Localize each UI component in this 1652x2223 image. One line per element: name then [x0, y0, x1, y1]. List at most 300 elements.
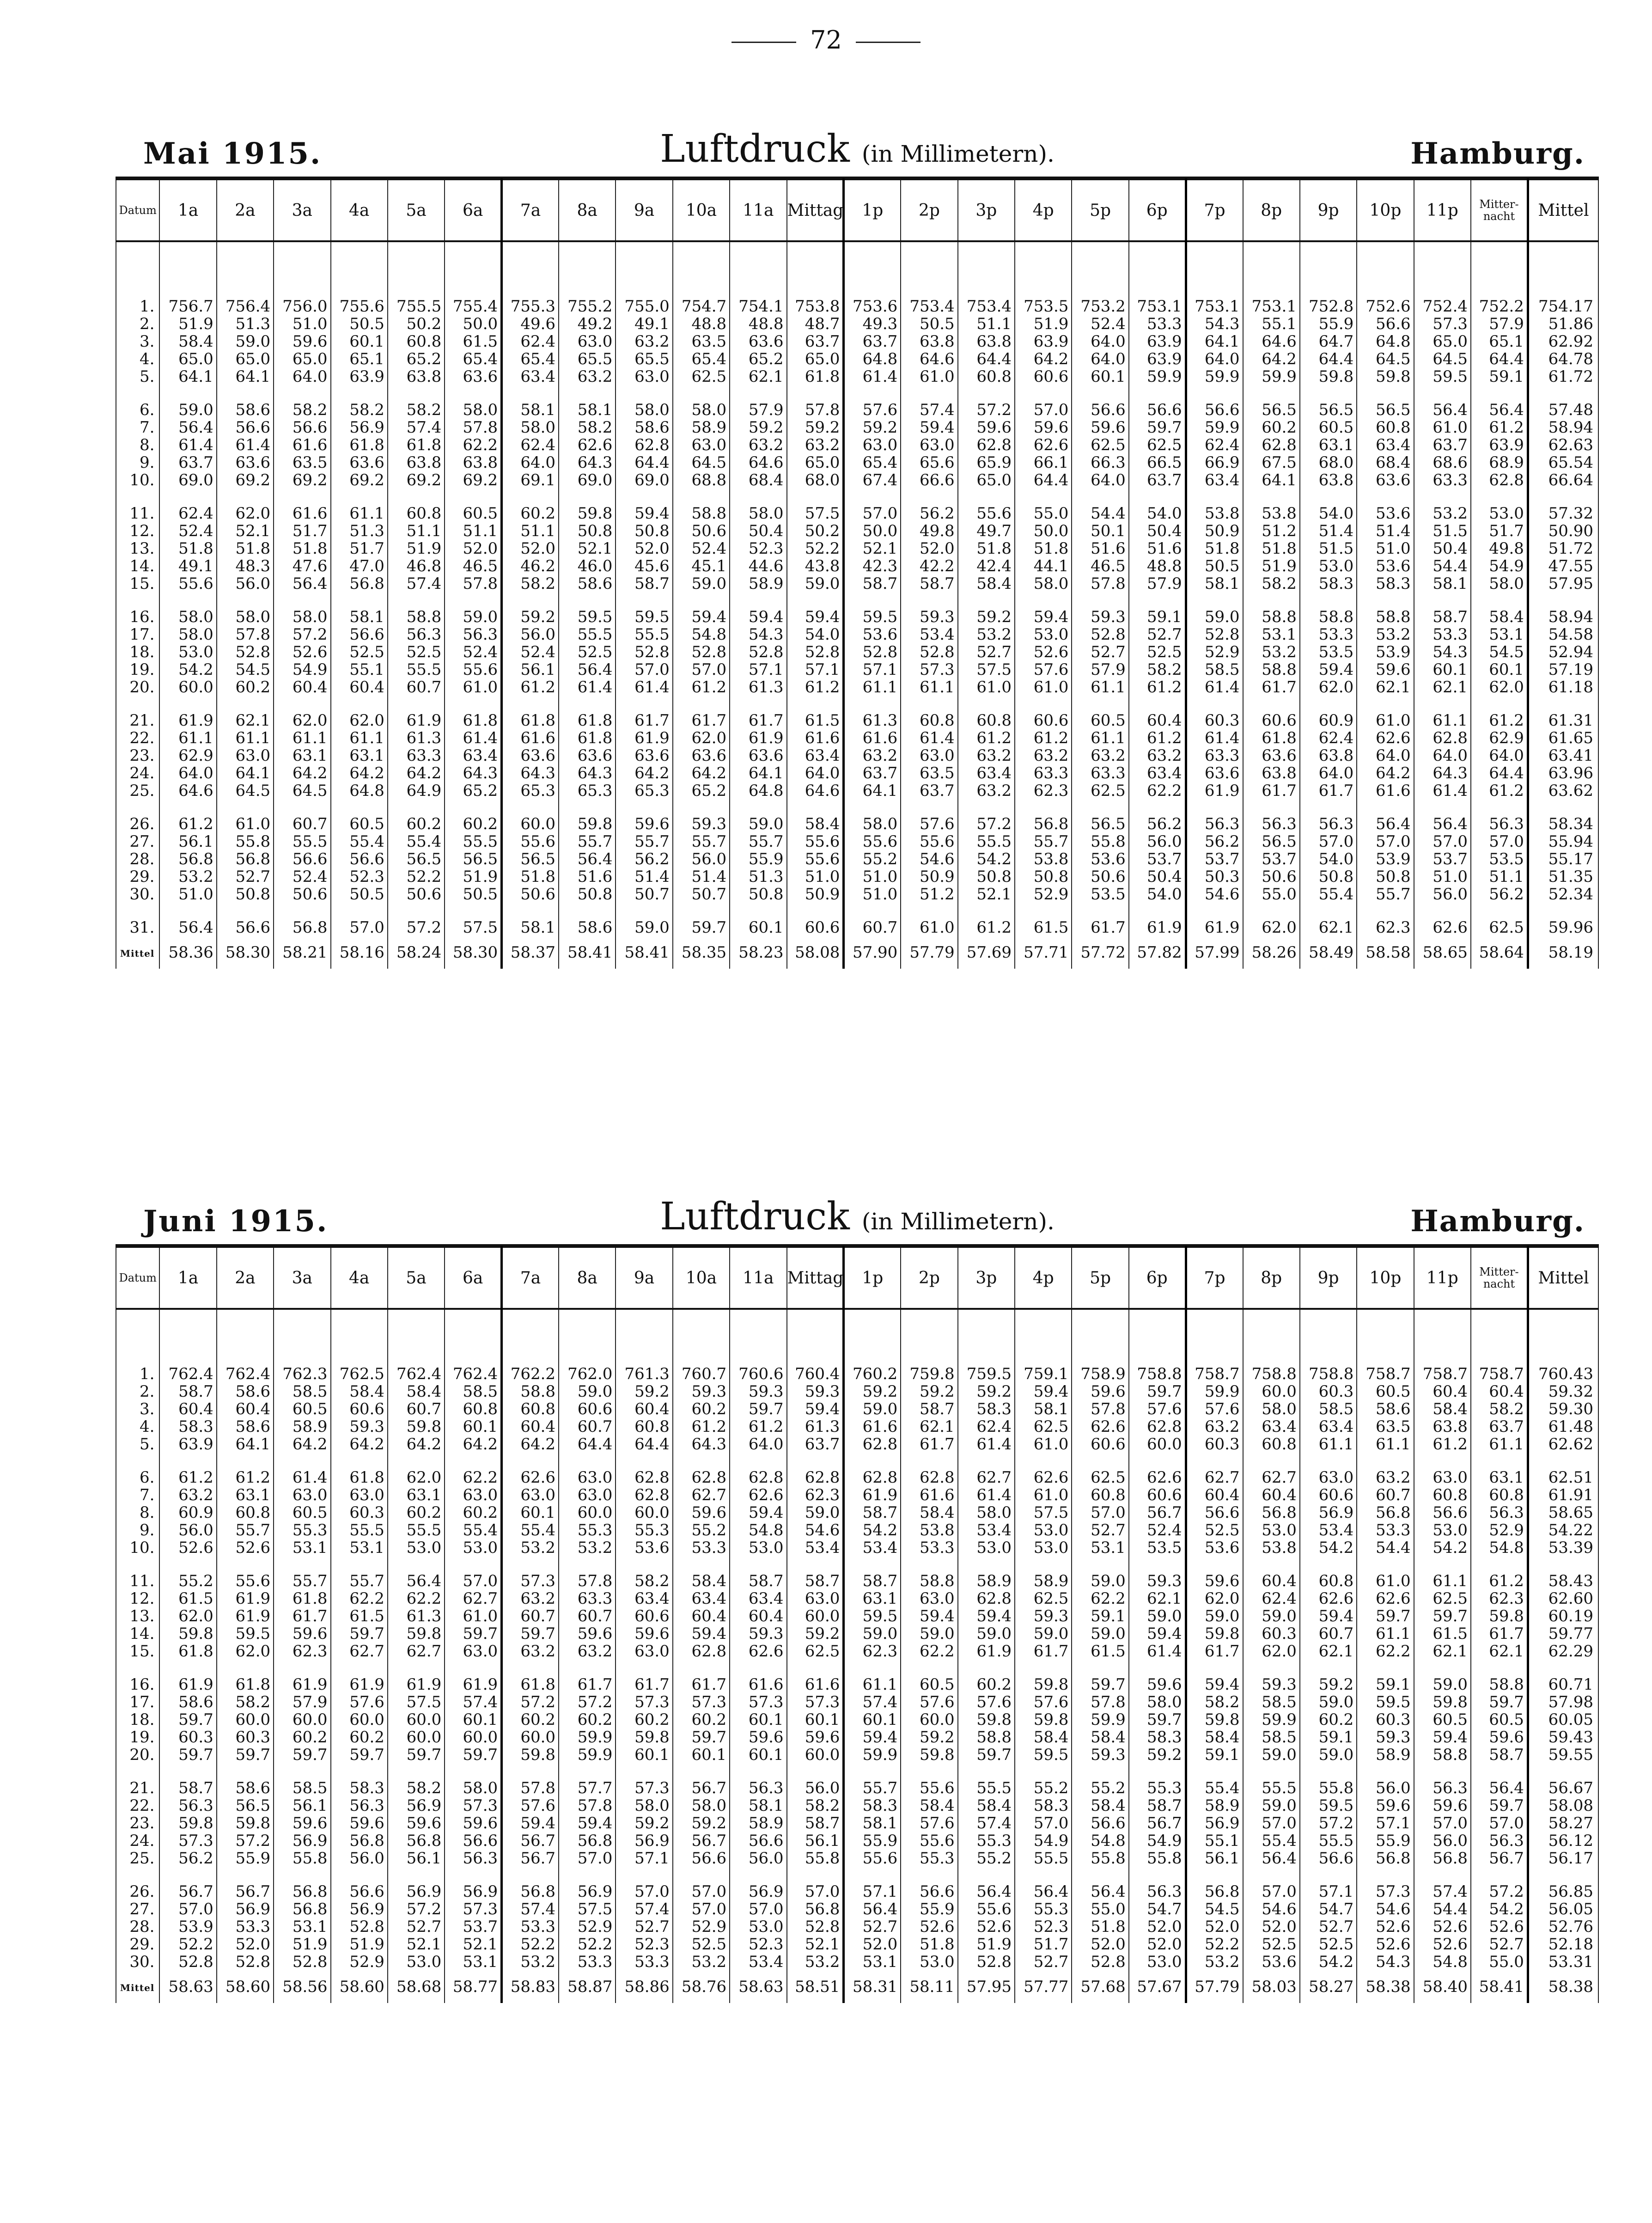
column-header: 10a: [673, 179, 730, 241]
pressure-cell: 62.3: [1015, 782, 1072, 800]
pressure-cell: 56.5: [1300, 401, 1357, 419]
pressure-cell: 65.0: [217, 350, 274, 368]
pressure-cell: 52.0: [1243, 1918, 1300, 1936]
hourly-mean-cell: 58.40: [1414, 1971, 1471, 2003]
pressure-cell: 59.7: [331, 1625, 388, 1643]
pressure-cell: 59.6: [388, 1814, 445, 1832]
pressure-cell: 58.1: [331, 608, 388, 626]
pressure-cell: 55.6: [901, 833, 957, 850]
daily-mean-cell: 59.55: [1528, 1746, 1598, 1764]
pressure-cell: 57.2: [1300, 1814, 1357, 1832]
pressure-cell: 59.9: [1186, 1383, 1243, 1400]
pressure-cell: 52.1: [445, 1936, 501, 1953]
pressure-cell: 59.7: [1414, 1607, 1471, 1625]
pressure-cell: 52.7: [1015, 1953, 1072, 1971]
pressure-cell: 63.7: [1471, 1418, 1528, 1435]
pressure-cell: 64.9: [388, 782, 445, 800]
pressure-cell: 60.0: [787, 1607, 844, 1625]
pressure-cell: 57.2: [958, 401, 1015, 419]
pressure-cell: 59.3: [331, 1418, 388, 1435]
pressure-cell: 59.6: [331, 1814, 388, 1832]
pressure-cell: 57.6: [1015, 661, 1072, 678]
pressure-cell: 55.8: [217, 833, 274, 850]
pressure-cell: 64.4: [1300, 350, 1357, 368]
pressure-cell: 64.1: [1186, 333, 1243, 350]
column-header: 3p: [958, 1247, 1015, 1309]
pressure-cell: 50.8: [730, 886, 786, 903]
pressure-cell: 63.6: [1243, 747, 1300, 764]
pressure-cell: 59.3: [901, 608, 957, 626]
pressure-cell: 58.2: [787, 1797, 844, 1814]
daily-mean-cell: 61.91: [1528, 1486, 1598, 1504]
pressure-cell: 59.9: [559, 1728, 616, 1746]
pressure-cell: 63.7: [844, 333, 901, 350]
hourly-mean-cell: 57.72: [1072, 936, 1128, 969]
pressure-cell: 58.4: [787, 815, 844, 833]
daily-mean-cell: 66.64: [1528, 471, 1598, 489]
pressure-cell: 62.6: [502, 1469, 559, 1486]
pressure-cell: 58.3: [844, 1797, 901, 1814]
pressure-cell: 59.2: [958, 1383, 1015, 1400]
pressure-cell: 62.6: [1414, 919, 1471, 936]
pressure-cell: 58.5: [1186, 661, 1243, 678]
pressure-cell: 62.9: [1471, 729, 1528, 747]
pressure-cell: 59.0: [1129, 1607, 1186, 1625]
daily-mean-cell: 61.72: [1528, 368, 1598, 385]
pressure-cell: 53.2: [958, 626, 1015, 643]
pressure-cell: 55.3: [616, 1521, 672, 1539]
pressure-cell: 55.8: [1129, 1850, 1186, 1867]
column-header: 2p: [901, 1247, 957, 1309]
pressure-cell: 59.2: [616, 1814, 672, 1832]
pressure-cell: 45.6: [616, 557, 672, 575]
daily-mean-cell: 61.65: [1528, 729, 1598, 747]
pressure-cell: 59.0: [217, 333, 274, 350]
pressure-cell: 62.6: [1015, 436, 1072, 454]
pressure-cell: 62.0: [1243, 1643, 1300, 1660]
pressure-cell: 59.6: [1186, 1572, 1243, 1590]
pressure-cell: 60.8: [445, 1400, 501, 1418]
pressure-cell: 57.0: [616, 1883, 672, 1900]
pressure-cell: 758.7: [1471, 1365, 1528, 1383]
pressure-cell: 59.9: [1243, 1711, 1300, 1728]
hourly-mean-cell: 58.36: [159, 936, 216, 969]
pressure-cell: 55.9: [1300, 315, 1357, 333]
hourly-mean-cell: 58.77: [445, 1971, 501, 2003]
pressure-cell: 56.4: [1357, 815, 1414, 833]
pressure-cell: 61.0: [1015, 1435, 1072, 1453]
pressure-cell: 57.0: [673, 1883, 730, 1900]
pressure-cell: 58.0: [673, 401, 730, 419]
pressure-cell: 53.6: [1186, 1539, 1243, 1557]
table-row: [116, 471, 1598, 489]
date-cell: 9.: [116, 454, 159, 471]
pressure-cell: 55.2: [673, 1521, 730, 1539]
pressure-cell: 50.9: [1186, 522, 1243, 540]
pressure-cell: 59.8: [901, 1746, 957, 1764]
pressure-cell: 65.2: [673, 782, 730, 800]
pressure-cell: 60.8: [1072, 1486, 1128, 1504]
pressure-cell: 44.1: [1015, 557, 1072, 575]
pressure-cell: 52.0: [502, 540, 559, 557]
pressure-cell: 61.5: [787, 712, 844, 729]
pressure-cell: 59.3: [1129, 1572, 1186, 1590]
pressure-cell: 54.0: [1129, 886, 1186, 903]
pressure-cell: 59.0: [1243, 1797, 1300, 1814]
pressure-cell: 64.0: [1300, 764, 1357, 782]
daily-mean-cell: 61.18: [1528, 678, 1598, 696]
pressure-cell: 61.2: [159, 1469, 216, 1486]
pressure-cell: 53.1: [331, 1539, 388, 1557]
pressure-cell: 59.4: [1300, 661, 1357, 678]
pressure-cell: 60.5: [901, 1676, 957, 1693]
pressure-cell: 63.2: [1357, 1469, 1414, 1486]
pressure-cell: 60.5: [1072, 712, 1128, 729]
date-cell: 29.: [116, 1936, 159, 1953]
pressure-cell: 52.8: [217, 643, 274, 661]
pressure-cell: 63.6: [1357, 471, 1414, 489]
pressure-cell: 50.5: [331, 886, 388, 903]
pressure-cell: 53.6: [1357, 505, 1414, 522]
pressure-cell: 60.8: [1243, 1435, 1300, 1453]
table-row: [116, 747, 1598, 764]
pressure-cell: 64.2: [331, 1435, 388, 1453]
pressure-cell: 62.8: [673, 1643, 730, 1660]
pressure-cell: 52.8: [217, 1953, 274, 1971]
pressure-cell: 59.8: [559, 505, 616, 522]
pressure-cell: 61.9: [331, 1676, 388, 1693]
pressure-cell: 44.6: [730, 557, 786, 575]
pressure-cell: 53.2: [159, 868, 216, 886]
pressure-cell: 63.0: [217, 747, 274, 764]
pressure-cell: 55.6: [445, 661, 501, 678]
pressure-cell: 50.5: [445, 886, 501, 903]
spacer-row: [116, 696, 1598, 712]
section-header: [116, 1192, 1599, 1239]
pressure-cell: 56.9: [388, 1797, 445, 1814]
pressure-cell: 63.6: [616, 747, 672, 764]
pressure-cell: 60.0: [388, 1711, 445, 1728]
pressure-cell: 63.0: [559, 1486, 616, 1504]
pressure-cell: 60.0: [616, 1504, 672, 1521]
table-row: [116, 1676, 1598, 1693]
pressure-cell: 56.8: [1414, 1850, 1471, 1867]
pressure-cell: 56.7: [1471, 1850, 1528, 1867]
pressure-cell: 60.6: [1015, 712, 1072, 729]
pressure-cell: 61.1: [901, 678, 957, 696]
pressure-cell: 53.6: [1243, 1953, 1300, 1971]
pressure-cell: 58.7: [1471, 1746, 1528, 1764]
column-header: Mittel: [1528, 179, 1598, 241]
spacer-row: [116, 903, 1598, 919]
pressure-cell: 59.5: [1357, 1693, 1414, 1711]
pressure-cell: 61.5: [159, 1590, 216, 1607]
pressure-cell: 62.2: [1072, 1590, 1128, 1607]
table-row: [116, 1814, 1598, 1832]
pressure-cell: 59.5: [1300, 1797, 1357, 1814]
pressure-cell: 59.8: [388, 1418, 445, 1435]
pressure-cell: 60.2: [388, 815, 445, 833]
daily-mean-cell: 63.96: [1528, 764, 1598, 782]
pressure-cell: 59.3: [730, 1383, 786, 1400]
pressure-cell: 58.0: [217, 608, 274, 626]
pressure-cell: 55.5: [1300, 1832, 1357, 1850]
hourly-mean-cell: 58.19: [1528, 936, 1598, 969]
pressure-cell: 58.5: [445, 1383, 501, 1400]
date-cell: 1.: [116, 298, 159, 315]
pressure-cell: 56.4: [274, 575, 330, 592]
pressure-cell: 59.0: [1243, 1607, 1300, 1625]
pressure-cell: 57.4: [844, 1693, 901, 1711]
pressure-cell: 59.6: [274, 333, 330, 350]
pressure-cell: 59.0: [787, 1504, 844, 1521]
pressure-cell: 56.6: [217, 919, 274, 936]
pressure-cell: 56.6: [331, 626, 388, 643]
date-cell: 5.: [116, 368, 159, 385]
pressure-cell: 753.1: [1129, 298, 1186, 315]
pressure-cell: 51.7: [331, 540, 388, 557]
pressure-cell: 64.0: [1072, 333, 1128, 350]
pressure-cell: 58.1: [844, 1814, 901, 1832]
column-header: 2a: [217, 1247, 274, 1309]
pressure-cell: 61.6: [502, 729, 559, 747]
pressure-cell: 56.3: [1471, 1832, 1528, 1850]
pressure-cell: 55.7: [844, 1779, 901, 1797]
pressure-cell: 57.8: [445, 419, 501, 436]
pressure-cell: 62.6: [1357, 729, 1414, 747]
pressure-cell: 63.4: [502, 368, 559, 385]
hourly-mean-cell: 58.30: [217, 936, 274, 969]
pressure-cell: 63.4: [1129, 764, 1186, 782]
pressure-cell: 58.2: [502, 575, 559, 592]
pressure-cell: 48.8: [673, 315, 730, 333]
pressure-cell: 65.0: [787, 350, 844, 368]
pressure-cell: 61.1: [1471, 1435, 1528, 1453]
pressure-cell: 52.6: [1357, 1936, 1414, 1953]
date-cell: 15.: [116, 575, 159, 592]
column-header: 4a: [331, 179, 388, 241]
date-cell: 20.: [116, 1746, 159, 1764]
pressure-cell: 59.8: [502, 1746, 559, 1764]
date-cell: 11.: [116, 505, 159, 522]
pressure-cell: 57.0: [445, 1572, 501, 1590]
daily-mean-cell: 760.43: [1528, 1365, 1598, 1383]
table-row: [116, 1469, 1598, 1486]
pressure-cell: 758.8: [1129, 1365, 1186, 1383]
pressure-cell: 52.1: [958, 886, 1015, 903]
date-cell: 7.: [116, 419, 159, 436]
pressure-cell: 53.1: [274, 1918, 330, 1936]
pressure-cell: 59.7: [331, 1746, 388, 1764]
pressure-cell: 762.4: [159, 1365, 216, 1383]
pressure-cell: 62.7: [958, 1469, 1015, 1486]
page-number-dash-right: [856, 42, 920, 43]
column-header: 10p: [1357, 179, 1414, 241]
spacer-row: [116, 489, 1598, 505]
pressure-cell: 53.8: [1243, 505, 1300, 522]
pressure-cell: 59.6: [1072, 419, 1128, 436]
hourly-mean-cell: 57.68: [1072, 1971, 1128, 2003]
pressure-cell: 753.8: [787, 298, 844, 315]
pressure-cell: 50.1: [1072, 522, 1128, 540]
pressure-cell: 762.4: [445, 1365, 501, 1383]
pressure-cell: 55.5: [388, 661, 445, 678]
pressure-cell: 762.2: [502, 1365, 559, 1383]
pressure-cell: 59.9: [1129, 368, 1186, 385]
pressure-cell: 56.8: [331, 575, 388, 592]
pressure-cell: 57.2: [388, 1900, 445, 1918]
pressure-cell: 53.3: [1129, 315, 1186, 333]
pressure-cell: 62.0: [1186, 1590, 1243, 1607]
pressure-cell: 49.7: [958, 522, 1015, 540]
pressure-cell: 56.6: [1414, 1504, 1471, 1521]
pressure-cell: 58.4: [331, 1383, 388, 1400]
pressure-cell: 56.8: [388, 1832, 445, 1850]
daily-mean-cell: 59.77: [1528, 1625, 1598, 1643]
pressure-cell: 56.4: [1015, 1883, 1072, 1900]
hourly-mean-cell: 57.82: [1129, 936, 1186, 969]
pressure-cell: 62.0: [1471, 678, 1528, 696]
pressure-cell: 59.6: [1015, 419, 1072, 436]
table-row: [116, 298, 1598, 315]
spacer-row: [116, 800, 1598, 815]
pressure-cell: 64.6: [1243, 333, 1300, 350]
pressure-cell: 59.7: [730, 1400, 786, 1418]
pressure-cell: 52.8: [331, 1918, 388, 1936]
pressure-cell: 61.4: [559, 678, 616, 696]
pressure-cell: 57.4: [388, 575, 445, 592]
pressure-cell: 63.3: [388, 747, 445, 764]
pressure-cell: 60.2: [616, 1711, 672, 1728]
table-row: [116, 919, 1598, 936]
pressure-cell: 56.7: [1129, 1504, 1186, 1521]
pressure-cell: 58.7: [616, 575, 672, 592]
column-header: 1a: [159, 179, 216, 241]
pressure-cell: 59.6: [445, 1814, 501, 1832]
pressure-cell: 61.9: [616, 729, 672, 747]
pressure-cell: 64.3: [559, 764, 616, 782]
pressure-cell: 51.7: [1471, 522, 1528, 540]
pressure-cell: 59.1: [1300, 1728, 1357, 1746]
pressure-cell: 55.6: [901, 1779, 957, 1797]
pressure-cell: 59.8: [159, 1814, 216, 1832]
pressure-cell: 758.7: [1357, 1365, 1414, 1383]
pressure-cell: 65.2: [388, 350, 445, 368]
pressure-cell: 68.0: [1300, 454, 1357, 471]
pressure-cell: 62.7: [673, 1486, 730, 1504]
pressure-cell: 58.0: [274, 608, 330, 626]
column-header: 9a: [616, 179, 672, 241]
pressure-cell: 57.0: [673, 661, 730, 678]
table-row: [116, 1746, 1598, 1764]
pressure-cell: 52.6: [1414, 1936, 1471, 1953]
date-cell: 20.: [116, 678, 159, 696]
pressure-cell: 57.0: [1414, 1814, 1471, 1832]
pressure-cell: 59.6: [1129, 1676, 1186, 1693]
date-cell: 29.: [116, 868, 159, 886]
pressure-cell: 50.9: [787, 886, 844, 903]
pressure-cell: 60.7: [559, 1418, 616, 1435]
title-unit: (in Millimetern).: [861, 1208, 1055, 1235]
pressure-cell: 65.1: [331, 350, 388, 368]
pressure-cell: 53.7: [1186, 850, 1243, 868]
pressure-cell: 50.6: [274, 886, 330, 903]
pressure-cell: 57.2: [1471, 1883, 1528, 1900]
pressure-cell: 66.5: [1129, 454, 1186, 471]
pressure-cell: 55.1: [1186, 1832, 1243, 1850]
pressure-cell: 52.0: [901, 540, 957, 557]
pressure-cell: 62.5: [1072, 782, 1128, 800]
pressure-cell: 53.0: [730, 1539, 786, 1557]
pressure-cell: 50.5: [901, 315, 957, 333]
hourly-mean-cell: 58.83: [502, 1971, 559, 2003]
pressure-cell: 63.7: [159, 454, 216, 471]
pressure-cell: 56.6: [274, 850, 330, 868]
pressure-cell: 63.2: [502, 1643, 559, 1660]
pressure-cell: 58.9: [730, 575, 786, 592]
pressure-cell: 58.2: [274, 401, 330, 419]
hourly-mean-cell: 57.95: [958, 1971, 1015, 2003]
pressure-cell: 63.0: [616, 368, 672, 385]
pressure-cell: 60.3: [331, 1504, 388, 1521]
pressure-cell: 57.2: [274, 626, 330, 643]
pressure-cell: 55.9: [844, 1832, 901, 1850]
pressure-cell: 61.0: [445, 678, 501, 696]
pressure-cell: 59.4: [901, 419, 957, 436]
pressure-cell: 57.3: [616, 1779, 672, 1797]
column-header: 9p: [1300, 1247, 1357, 1309]
pressure-cell: 61.0: [901, 368, 957, 385]
pressure-cell: 52.3: [730, 540, 786, 557]
pressure-cell: 56.8: [217, 850, 274, 868]
pressure-cell: 61.9: [445, 1676, 501, 1693]
date-cell: 27.: [116, 1900, 159, 1918]
spacer-row: [116, 385, 1598, 401]
pressure-cell: 63.1: [217, 1486, 274, 1504]
pressure-cell: 62.3: [1471, 1590, 1528, 1607]
pressure-cell: 58.7: [730, 1572, 786, 1590]
pressure-cell: 59.7: [1471, 1797, 1528, 1814]
hourly-mean-cell: 58.41: [616, 936, 672, 969]
pressure-cell: 55.4: [388, 833, 445, 850]
hourly-mean-cell: 57.77: [1015, 1971, 1072, 2003]
pressure-cell: 53.3: [673, 1539, 730, 1557]
pressure-cell: 61.6: [901, 1486, 957, 1504]
pressure-cell: 62.8: [844, 1469, 901, 1486]
pressure-cell: 50.7: [616, 886, 672, 903]
pressure-cell: 54.5: [1186, 1900, 1243, 1918]
hourly-mean-cell: 57.71: [1015, 936, 1072, 969]
column-header: 11p: [1414, 179, 1471, 241]
pressure-cell: 63.0: [1414, 1469, 1471, 1486]
pressure-cell: 59.7: [958, 1746, 1015, 1764]
pressure-cell: 47.0: [331, 557, 388, 575]
pressure-cell: 54.4: [1357, 1539, 1414, 1557]
pressure-cell: 56.3: [1471, 815, 1528, 833]
pressure-cell: 55.8: [1072, 833, 1128, 850]
pressure-cell: 56.9: [616, 1832, 672, 1850]
pressure-cell: 42.4: [958, 557, 1015, 575]
pressure-cell: 65.0: [1414, 333, 1471, 350]
pressure-cell: 60.7: [502, 1607, 559, 1625]
pressure-cell: 52.0: [217, 1936, 274, 1953]
pressure-cell: 64.2: [388, 1435, 445, 1453]
table-row: [116, 419, 1598, 436]
column-header: 8a: [559, 1247, 616, 1309]
pressure-cell: 61.8: [787, 368, 844, 385]
pressure-cell: 63.0: [559, 333, 616, 350]
pressure-cell: 61.5: [445, 333, 501, 350]
